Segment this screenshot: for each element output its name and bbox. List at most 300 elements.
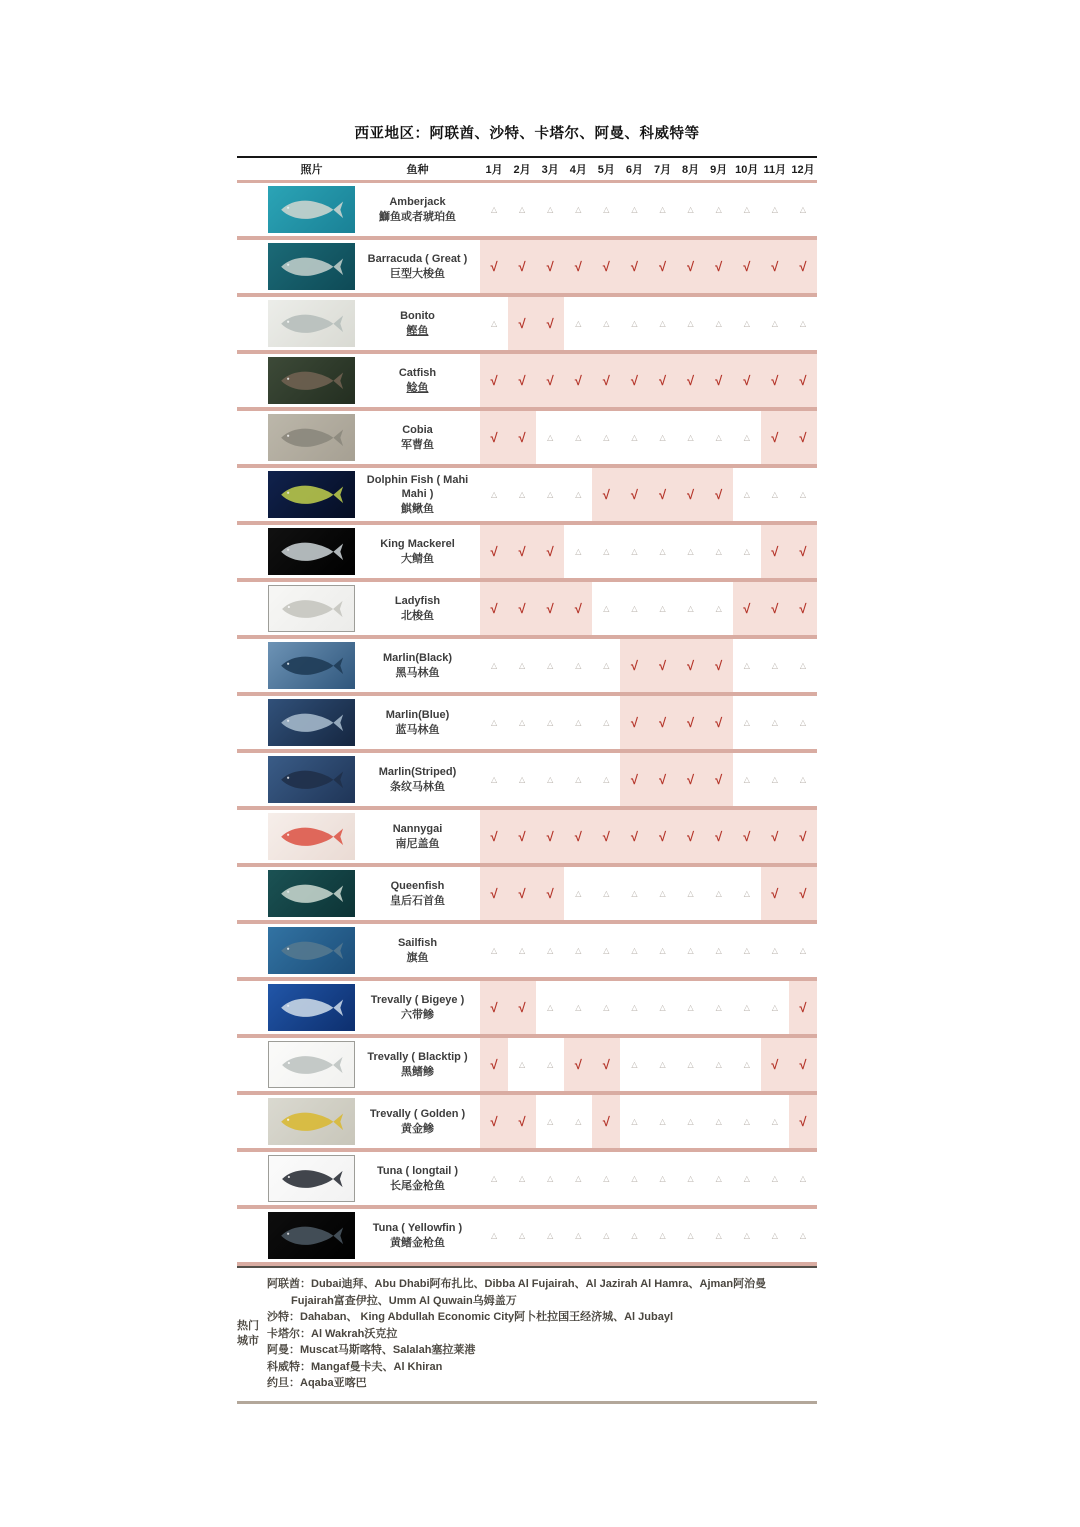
- triangle-icon: △: [799, 489, 807, 499]
- triangle-icon: △: [631, 945, 638, 955]
- check-mark-icon: √: [687, 259, 695, 274]
- triangle-icon: △: [631, 603, 638, 613]
- month-cell: [564, 924, 592, 977]
- triangle-icon: △: [575, 1173, 582, 1183]
- triangle-icon: △: [603, 204, 610, 214]
- month-cell: [592, 696, 620, 749]
- triangle-icon: △: [799, 204, 807, 214]
- triangle-icon: △: [743, 546, 750, 556]
- month-cell: [761, 468, 789, 521]
- species-name-en: Marlin(Blue): [385, 709, 450, 722]
- triangle-icon: △: [547, 1059, 554, 1069]
- fish-photo: [268, 756, 355, 803]
- triangle-icon: △: [631, 318, 638, 328]
- triangle-icon: △: [575, 1002, 582, 1012]
- month-cell: [677, 639, 705, 692]
- row-gutter: [237, 354, 268, 407]
- month-cell: [564, 297, 592, 350]
- fish-icon: [277, 362, 347, 400]
- month-cell: [733, 1209, 761, 1262]
- species-name-cell: [355, 810, 480, 863]
- check-mark-icon: √: [658, 829, 667, 844]
- check-mark-icon: √: [574, 829, 582, 844]
- check-mark-icon: √: [771, 373, 779, 388]
- month-cell: [761, 810, 789, 863]
- month-cell: [649, 297, 677, 350]
- species-name-cell: [355, 924, 480, 977]
- month-cell: [508, 867, 536, 920]
- month-cell: [761, 981, 789, 1034]
- popular-cities-footer: [237, 1266, 817, 1404]
- species-name-zh: 军曹鱼: [401, 438, 434, 451]
- triangle-icon: △: [715, 888, 722, 898]
- species-name-zh: 条纹马林鱼: [390, 780, 445, 793]
- month-cell: [761, 1209, 789, 1262]
- check-mark-icon: √: [574, 601, 582, 616]
- triangle-icon: △: [490, 717, 498, 727]
- triangle-icon: △: [659, 945, 666, 955]
- triangle-icon: △: [603, 774, 610, 784]
- month-cell: [508, 582, 536, 635]
- month-cell: [480, 1038, 508, 1091]
- triangle-icon: △: [715, 1173, 722, 1183]
- check-mark-icon: √: [546, 373, 554, 388]
- month-cell: [733, 1038, 761, 1091]
- month-cell: [508, 1152, 536, 1205]
- triangle-icon: △: [575, 489, 582, 499]
- month-cell: [677, 1038, 705, 1091]
- check-mark-icon: √: [630, 658, 639, 673]
- check-mark-icon: √: [546, 829, 554, 844]
- triangle-icon: △: [519, 1059, 526, 1069]
- month-cell: [789, 696, 817, 749]
- triangle-icon: △: [631, 432, 638, 442]
- month-cell: [508, 525, 536, 578]
- fish-icon: [277, 761, 347, 799]
- triangle-icon: △: [659, 318, 666, 328]
- month-cell: [620, 297, 648, 350]
- check-mark-icon: √: [490, 1114, 498, 1129]
- photo-column-header: 照片: [300, 164, 323, 176]
- species-name-cell: [355, 1152, 480, 1205]
- fish-icon: [277, 989, 347, 1027]
- check-mark-icon: √: [771, 886, 779, 901]
- fish-icon: [277, 647, 347, 685]
- month-cell: [536, 354, 564, 407]
- month-cell: [789, 1152, 817, 1205]
- check-mark-icon: √: [518, 259, 526, 274]
- check-mark-icon: √: [490, 829, 498, 844]
- month-cell: [620, 1152, 648, 1205]
- month-cell: [677, 354, 705, 407]
- month-cell: [508, 696, 536, 749]
- month-cell: [592, 867, 620, 920]
- species-name-en: Trevally ( Golden ): [369, 1108, 466, 1121]
- month-cell: [564, 810, 592, 863]
- triangle-icon: △: [575, 774, 582, 784]
- month-cell: [677, 696, 705, 749]
- triangle-icon: △: [631, 546, 638, 556]
- triangle-icon: △: [519, 717, 526, 727]
- triangle-icon: △: [575, 1230, 582, 1240]
- check-mark-icon: √: [687, 772, 695, 787]
- check-mark-icon: √: [490, 373, 498, 388]
- fish-icon: [277, 704, 347, 742]
- check-mark-icon: √: [490, 1057, 498, 1072]
- triangle-icon: △: [659, 1230, 666, 1240]
- month-cell: [705, 1152, 733, 1205]
- popular-cities-line: Fujairah富查伊拉、Umm Al Quwain乌姆盖万: [291, 1294, 517, 1307]
- triangle-icon: △: [799, 660, 807, 670]
- triangle-icon: △: [743, 1116, 750, 1126]
- month-cell: [536, 1152, 564, 1205]
- month-cell: [733, 354, 761, 407]
- month-cell: [789, 753, 817, 806]
- triangle-icon: △: [799, 318, 807, 328]
- species-name-en: Barracuda ( Great ): [367, 253, 468, 266]
- photo-cell: [268, 981, 355, 1034]
- month-cell: [536, 924, 564, 977]
- month-cell: [592, 297, 620, 350]
- row-gutter: [237, 810, 268, 863]
- month-cell: [536, 582, 564, 635]
- photo-cell: [268, 297, 355, 350]
- photo-cell: [268, 696, 355, 749]
- table-row: [237, 1038, 817, 1095]
- check-mark-icon: √: [799, 1000, 807, 1015]
- month-cell: [620, 240, 648, 293]
- month-cell: [789, 354, 817, 407]
- month-cell: [480, 411, 508, 464]
- check-mark-icon: √: [687, 715, 695, 730]
- triangle-icon: △: [490, 1173, 498, 1183]
- month-cell: [620, 582, 648, 635]
- triangle-icon: △: [687, 1002, 694, 1012]
- month-cell: [761, 867, 789, 920]
- month-cell: [705, 924, 733, 977]
- table-row: [237, 297, 817, 354]
- triangle-icon: △: [715, 546, 722, 556]
- triangle-icon: △: [659, 1116, 666, 1126]
- check-mark-icon: √: [771, 601, 779, 616]
- species-name-zh-link[interactable]: 鲶鱼: [406, 381, 429, 394]
- triangle-icon: △: [519, 489, 526, 499]
- month-cell: [564, 240, 592, 293]
- triangle-icon: △: [631, 1002, 638, 1012]
- month-cell: [649, 867, 677, 920]
- month-cell: [508, 1095, 536, 1148]
- month-cell: [508, 354, 536, 407]
- row-gutter: [237, 1209, 268, 1262]
- month-cell: [480, 1095, 508, 1148]
- month-cell: [480, 1209, 508, 1262]
- month-cell: [536, 867, 564, 920]
- species-name-cell: [355, 468, 480, 521]
- month-cell: [536, 468, 564, 521]
- month-cell: [761, 525, 789, 578]
- month-cell: [705, 639, 733, 692]
- month-cell: [761, 240, 789, 293]
- photo-cell: [268, 1152, 355, 1205]
- month-cell: [480, 183, 508, 236]
- fish-icon: [277, 1217, 347, 1255]
- popular-cities-line: 约旦：Aqaba亚喀巴: [267, 1377, 367, 1389]
- fish-photo: [268, 642, 355, 689]
- fish-icon: [278, 591, 346, 627]
- species-name-cell: [355, 867, 480, 920]
- photo-cell: [268, 183, 355, 236]
- triangle-icon: △: [631, 204, 638, 214]
- row-gutter: [237, 1038, 268, 1091]
- month-cell: [564, 183, 592, 236]
- species-name-cell: [355, 525, 480, 578]
- month-header: 12月: [791, 164, 815, 176]
- check-mark-icon: √: [574, 373, 582, 388]
- month-cell: [592, 1038, 620, 1091]
- month-cell: [677, 240, 705, 293]
- triangle-icon: △: [687, 1230, 694, 1240]
- popular-cities-label: 热门城市: [237, 1319, 259, 1347]
- month-header: 9月: [710, 164, 728, 176]
- month-cell: [677, 468, 705, 521]
- fish-photo: [268, 984, 355, 1031]
- month-cell: [789, 582, 817, 635]
- month-cell: [733, 582, 761, 635]
- month-cell: [649, 639, 677, 692]
- month-cell: [564, 981, 592, 1034]
- triangle-icon: △: [743, 888, 750, 898]
- photo-cell: [268, 1209, 355, 1262]
- photo-cell: [268, 468, 355, 521]
- month-cell: [536, 639, 564, 692]
- month-cell: [649, 981, 677, 1034]
- month-cell: [480, 468, 508, 521]
- triangle-icon: △: [490, 318, 498, 328]
- month-cell: [649, 1038, 677, 1091]
- triangle-icon: △: [519, 1173, 526, 1183]
- month-cell: [508, 240, 536, 293]
- month-cell: [789, 1209, 817, 1262]
- month-cell: [789, 297, 817, 350]
- table-row: [237, 240, 817, 297]
- species-name-cell: [355, 297, 480, 350]
- triangle-icon: △: [490, 489, 498, 499]
- triangle-icon: △: [743, 1173, 750, 1183]
- fish-icon: [277, 419, 347, 457]
- fish-icon: [277, 305, 347, 343]
- month-cell: [649, 240, 677, 293]
- month-cell: [564, 354, 592, 407]
- popular-cities-line: 卡塔尔：Al Wakrah沃克拉: [267, 1327, 398, 1340]
- triangle-icon: △: [743, 432, 750, 442]
- triangle-icon: △: [687, 945, 694, 955]
- popular-cities-line: 沙特：Dahaban、 King Abdullah Economic City阿卜杜拉国王经济城、Al Jubayl: [267, 1311, 674, 1323]
- fish-photo: [268, 927, 355, 974]
- check-mark-icon: √: [546, 601, 554, 616]
- triangle-icon: △: [603, 717, 610, 727]
- month-cell: [705, 468, 733, 521]
- month-cell: [649, 582, 677, 635]
- triangle-icon: △: [771, 318, 778, 328]
- check-mark-icon: √: [743, 601, 751, 616]
- month-cell: [620, 1209, 648, 1262]
- table-row: [237, 867, 817, 924]
- month-cell: [677, 297, 705, 350]
- check-mark-icon: √: [602, 1057, 610, 1072]
- month-cell: [649, 1095, 677, 1148]
- triangle-icon: △: [547, 660, 554, 670]
- species-name-zh: 黑马林鱼: [395, 666, 440, 679]
- table-row: [237, 354, 817, 411]
- check-mark-icon: √: [490, 259, 498, 274]
- month-cell: [789, 411, 817, 464]
- triangle-icon: △: [659, 603, 666, 613]
- month-cell: [620, 468, 648, 521]
- row-gutter: [237, 867, 268, 920]
- check-mark-icon: √: [602, 487, 610, 502]
- triangle-icon: △: [743, 1059, 750, 1069]
- month-cell: [592, 639, 620, 692]
- month-cell: [761, 1038, 789, 1091]
- month-cell: [620, 354, 648, 407]
- photo-cell: [268, 810, 355, 863]
- triangle-icon: △: [575, 546, 582, 556]
- triangle-icon: △: [631, 888, 638, 898]
- month-cell: [620, 411, 648, 464]
- table-row: [237, 1152, 817, 1209]
- month-cell: [620, 867, 648, 920]
- triangle-icon: △: [547, 432, 554, 442]
- month-cell: [705, 1095, 733, 1148]
- row-gutter: [237, 411, 268, 464]
- check-mark-icon: √: [490, 430, 498, 445]
- month-cell: [536, 753, 564, 806]
- fish-icon: [278, 1047, 346, 1083]
- month-cell: [592, 1152, 620, 1205]
- month-cell: [536, 240, 564, 293]
- month-cell: [677, 1209, 705, 1262]
- species-name-en: Marlin(Black): [382, 652, 453, 665]
- species-name-en: Dolphin Fish ( Mahi Mahi ): [366, 474, 469, 501]
- triangle-icon: △: [631, 1116, 638, 1126]
- triangle-icon: △: [771, 489, 778, 499]
- triangle-icon: △: [575, 432, 582, 442]
- check-mark-icon: √: [518, 829, 526, 844]
- triangle-icon: △: [603, 660, 610, 670]
- fish-photo: [268, 243, 355, 290]
- check-mark-icon: √: [799, 1057, 807, 1072]
- triangle-icon: △: [743, 204, 750, 214]
- triangle-icon: △: [799, 945, 807, 955]
- table-row: [237, 468, 817, 525]
- month-cell: [508, 753, 536, 806]
- month-cell: [508, 183, 536, 236]
- species-name-zh: 黄金鲹: [401, 1122, 434, 1135]
- check-mark-icon: √: [799, 373, 807, 388]
- month-cell: [733, 183, 761, 236]
- month-cell: [649, 354, 677, 407]
- species-name-cell: [355, 1095, 480, 1148]
- triangle-icon: △: [659, 1059, 666, 1069]
- month-header: 7月: [653, 164, 672, 176]
- species-name-en: Catfish: [398, 367, 437, 380]
- month-header: 11月: [763, 164, 787, 176]
- month-cell: [564, 696, 592, 749]
- month-header: 4月: [569, 164, 587, 176]
- table-row: [237, 981, 817, 1038]
- month-header: 8月: [682, 164, 700, 176]
- species-name-cell: [355, 981, 480, 1034]
- month-header: 10月: [735, 164, 759, 176]
- page-title: 西亚地区：阿联酋、沙特、卡塔尔、阿曼、科威特等: [354, 126, 700, 142]
- row-gutter: [237, 924, 268, 977]
- triangle-icon: △: [771, 1173, 778, 1183]
- month-cell: [733, 753, 761, 806]
- fish-photo: [268, 471, 355, 518]
- triangle-icon: △: [743, 660, 750, 670]
- photo-cell: [268, 867, 355, 920]
- fish-icon: [277, 818, 347, 856]
- fish-photo: [268, 813, 355, 860]
- fish-photo: [268, 1041, 355, 1088]
- month-cell: [480, 696, 508, 749]
- species-name-zh: 大鲭鱼: [401, 552, 434, 565]
- month-cell: [620, 924, 648, 977]
- check-mark-icon: √: [799, 544, 807, 559]
- check-mark-icon: √: [490, 886, 498, 901]
- month-cell: [733, 696, 761, 749]
- triangle-icon: △: [575, 1116, 582, 1126]
- month-cell: [789, 924, 817, 977]
- triangle-icon: △: [687, 603, 694, 613]
- triangle-icon: △: [743, 1230, 750, 1240]
- fish-season-table: [237, 122, 817, 1404]
- check-mark-icon: √: [799, 886, 807, 901]
- fish-photo: [268, 357, 355, 404]
- triangle-icon: △: [547, 1002, 554, 1012]
- month-cell: [649, 753, 677, 806]
- check-mark-icon: √: [743, 373, 751, 388]
- triangle-icon: △: [659, 204, 666, 214]
- check-mark-icon: √: [771, 829, 779, 844]
- fish-photo: [268, 300, 355, 347]
- month-cell: [677, 981, 705, 1034]
- triangle-icon: △: [603, 1002, 610, 1012]
- month-cell: [480, 867, 508, 920]
- species-name-en: Amberjack: [389, 196, 446, 209]
- row-gutter: [237, 1095, 268, 1148]
- month-cell: [789, 810, 817, 863]
- triangle-icon: △: [575, 888, 582, 898]
- check-mark-icon: √: [574, 1057, 582, 1072]
- triangle-icon: △: [603, 1230, 610, 1240]
- month-cell: [733, 924, 761, 977]
- species-name-zh: 六带鲹: [401, 1008, 434, 1021]
- triangle-icon: △: [659, 1173, 666, 1183]
- check-mark-icon: √: [658, 772, 667, 787]
- row-gutter: [237, 183, 268, 236]
- triangle-icon: △: [771, 1116, 778, 1126]
- triangle-icon: △: [771, 774, 778, 784]
- month-cell: [508, 639, 536, 692]
- species-name-zh-link[interactable]: 鲣鱼: [406, 324, 429, 337]
- month-cell: [564, 525, 592, 578]
- species-name-zh: 鰤鱼或者琥珀鱼: [379, 210, 456, 223]
- month-cell: [592, 810, 620, 863]
- row-gutter: [237, 525, 268, 578]
- check-mark-icon: √: [715, 259, 723, 274]
- check-mark-icon: √: [490, 544, 498, 559]
